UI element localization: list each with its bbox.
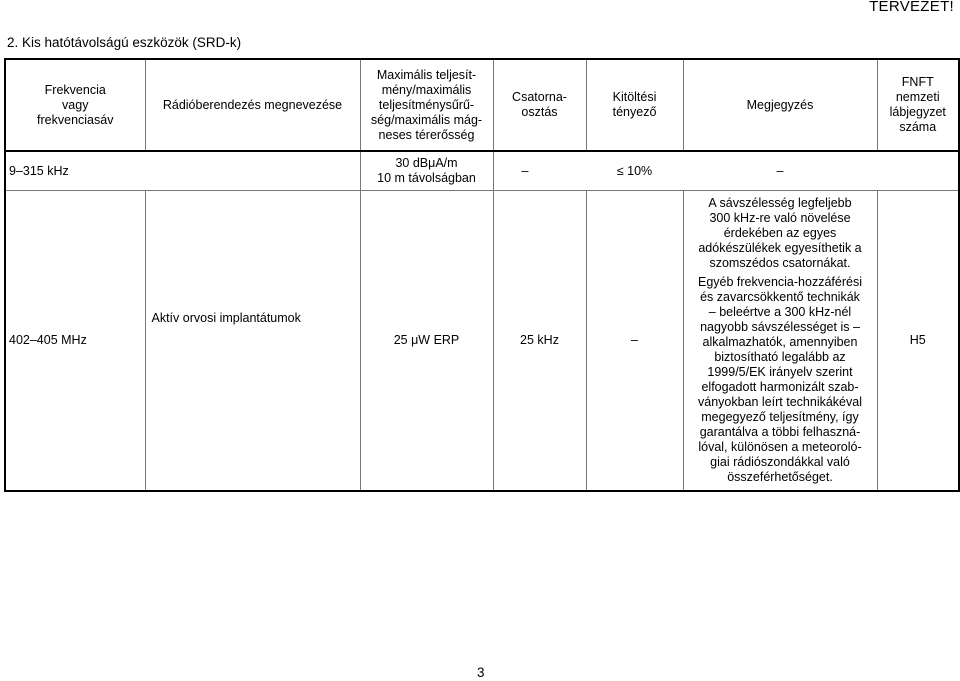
remark-paragraph: Egyéb frekvencia-hozzáférési és zavarcsökkentő technikák – beleértve a 300 kHz-nél nagyobb sávszélességet is – alkalmazhatók, amennyiben biztosítható legalább az 1999/5/EK irányelv szerint elfogadott harmonizált szab- ványokban leírt technikákéval megegyező teljesítmény, így garantálva a többi felhaszná- lóval, különösen a meteoroló- giai rádiószondákkal való összeférhetőséget.	[698, 275, 862, 484]
table-row	[5, 191, 959, 492]
cell-frequency: 9–315 kHz	[5, 151, 145, 191]
page-number: 3	[477, 665, 485, 680]
cell-device-name: Aktív orvosi implantátumok	[145, 191, 360, 492]
cell-max-power: 30 dBμA/m 10 m távolságban	[360, 151, 493, 191]
remark-paragraph: A sávszélesség legfeljebb 300 kHz-re való növelése érdekében az egyes adókészülékek egyesíthetik a szomszédos csatornákat.	[698, 196, 862, 270]
cell-frequency: 402–405 MHz	[5, 191, 145, 492]
srd-table	[4, 58, 960, 492]
cell-remarks	[683, 191, 877, 492]
header-device-name: Rádióberendezés megnevezése	[145, 59, 360, 151]
cell-duty-cycle: –	[586, 191, 683, 492]
draft-stamp: TERVEZET!	[869, 0, 954, 15]
cell-device-name	[145, 151, 360, 191]
header-remarks: Megjegyzés	[683, 59, 877, 151]
header-channel-spacing: Csatorna- osztás	[493, 59, 586, 151]
header-frequency: Frekvencia vagy frekvenciasáv	[5, 59, 145, 151]
cell-max-power: 25 μW ERP	[360, 191, 493, 492]
header-fnft-footnote: FNFT nemzeti lábjegyzet száma	[877, 59, 959, 151]
section-title: 2. Kis hatótávolságú eszközök (SRD-k)	[7, 35, 242, 50]
cell-remarks: –	[683, 151, 877, 191]
cell-channel-spacing: –	[493, 151, 586, 191]
cell-fnft-footnote: H5	[877, 191, 959, 492]
cell-channel-spacing: 25 kHz	[493, 191, 586, 492]
header-max-power: Maximális teljesít- mény/maximális teljesítménysűrű- ség/maximális mág- neses térerősség	[360, 59, 493, 151]
cell-duty-cycle: ≤ 10%	[586, 151, 683, 191]
cell-fnft-footnote	[877, 151, 959, 191]
table-row	[5, 151, 959, 191]
table-header-row	[5, 59, 959, 151]
header-duty-cycle: Kitöltési tényező	[586, 59, 683, 151]
